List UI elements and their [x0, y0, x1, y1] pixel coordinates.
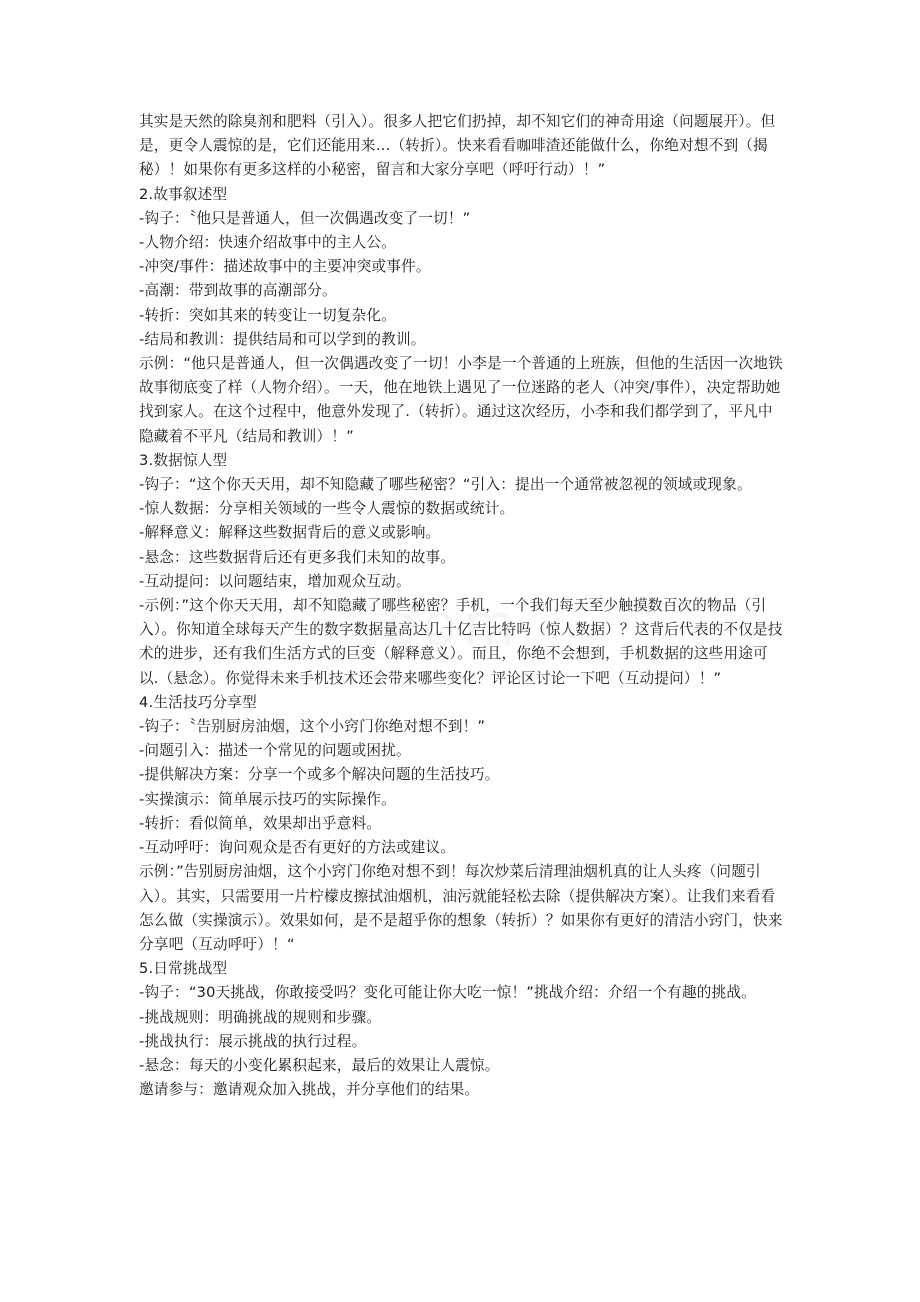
section-heading-story: 2.故事叙述型: [139, 185, 228, 203]
list-item: -悬念：这些数据背后还有更多我们未知的故事。: [139, 548, 456, 566]
example-paragraph: 示例：“他只是普通人，但一次偶遇改变了一切！小李是一个普通的上班族，但他的生活因一次地铁故事彻底变了样（人物介绍）。一天，他在地铁上遇见了一位迷路的老人（冲突/事件），决定帮助她找到家人。在这个过程中，他意外发现了.（转折）。通过这次经历，小李和我们都学到了，平凡中隐藏着不平凡（结局和教训）！”: [139, 355, 783, 445]
list-item: 邀请参与：邀请观众加入挑战，并分享他们的结果。: [139, 1081, 480, 1099]
list-item: -钩子：〝告别厨房油烟，这个小窍门你绝对想不到！”: [139, 718, 486, 736]
section-heading-data: 3.数据惊人型: [139, 451, 228, 469]
list-item: -钩子：“这个你天天用，却不知隐藏了哪些秘密？“引入：提出一个通常被忽视的领域或现象。: [139, 476, 752, 494]
list-item: -高潮：带到故事的高潮部分。: [139, 282, 337, 300]
list-item: -挑战规则：明确挑战的规则和步骤。: [139, 1008, 382, 1026]
list-item: -悬念：每天的小变化累积起来，最后的效果让人震惊。: [139, 1056, 500, 1074]
list-item: -钩子：“30天挑战，你敢接受吗？变化可能让你大吃一惊！”挑战介绍：介绍一个有趣的挑战。: [139, 984, 756, 1002]
list-item: -互动提问：以问题结束，增加观众互动。: [139, 572, 411, 590]
document-body: [139, 110, 787, 1102]
section-heading-challenge: 5.日常挑战型: [139, 960, 228, 978]
list-item: -提供解决方案：分享一个或多个解决问题的生活技巧。: [139, 766, 500, 784]
list-item: -钩子：〝他只是普通人，但一次偶遇改变了一切！”: [139, 209, 471, 227]
list-item: -问题引入：描述一个常见的问题或困扰。: [139, 742, 411, 760]
list-item: -转折：突如其来的转变让一切复杂化。: [139, 306, 396, 324]
list-item: -挑战执行：展示挑战的执行过程。: [139, 1032, 367, 1050]
section-heading-life-tips: 4.生活技巧分享型: [139, 693, 257, 711]
list-item: -惊人数据：分享相关领域的一些令人震惊的数据或统计。: [139, 500, 515, 518]
example-paragraph: -示例：”这个你天天用，却不知隐藏了哪些秘密？手机，一个我们每天至少触摸数百次的物品（引入）。你知道全球每天产生的数字数据量高达几十亿吉比特吗（惊人数据）？这背后代表的不仅是技术的进步，还有我们生活方式的巨变（解释意义）。而且，你绝不会想到，手机数据的这些用途可以.（悬念）。你觉得未来手机技术还会带来哪些变化？评论区讨论一下吧（互动提问）！”: [139, 597, 783, 687]
list-item: -转折：看似简单，效果却出乎意料。: [139, 814, 382, 832]
list-item: -解释意义：解释这些数据背后的意义或影响。: [139, 524, 441, 542]
list-item: -人物介绍：快速介绍故事中的主人公。: [139, 234, 396, 252]
list-item: -实操演示：简单展示技巧的实际操作。: [139, 790, 396, 808]
list-item: -结局和教训：提供结局和可以学到的教训。: [139, 330, 426, 348]
example-paragraph: 示例：”告别厨房油烟，这个小窍门你绝对想不到！每次炒菜后清理油烟机真的让人头疼（问题引入）。其实，只需要用一片柠檬皮擦拭油烟机，油污就能轻松去除（提供解决方案）。让我们来看看怎么做（实操演示）。效果如何，是不是超乎你的想象（转折）？如果你有更好的清洁小窍门，快来分享吧（互动呼吁）！“: [139, 863, 783, 953]
list-item: -冲突/事件：描述故事中的主要冲突或事件。: [139, 258, 431, 276]
list-item: -互动呼吁：询问观众是否有更好的方法或建议。: [139, 839, 456, 857]
paragraph-intro-continued: 其实是天然的除臭剂和肥料（引入）。很多人把它们扔掉，却不知它们的神奇用途（问题展开）。但是，更令人震惊的是，它们还能用来…（转折）。快来看看咖啡渣还能做什么，你绝对想不到（揭秘）！如果你有更多这样的小秘密，留言和大家分享吧（呼吁行动）！”: [139, 113, 776, 179]
